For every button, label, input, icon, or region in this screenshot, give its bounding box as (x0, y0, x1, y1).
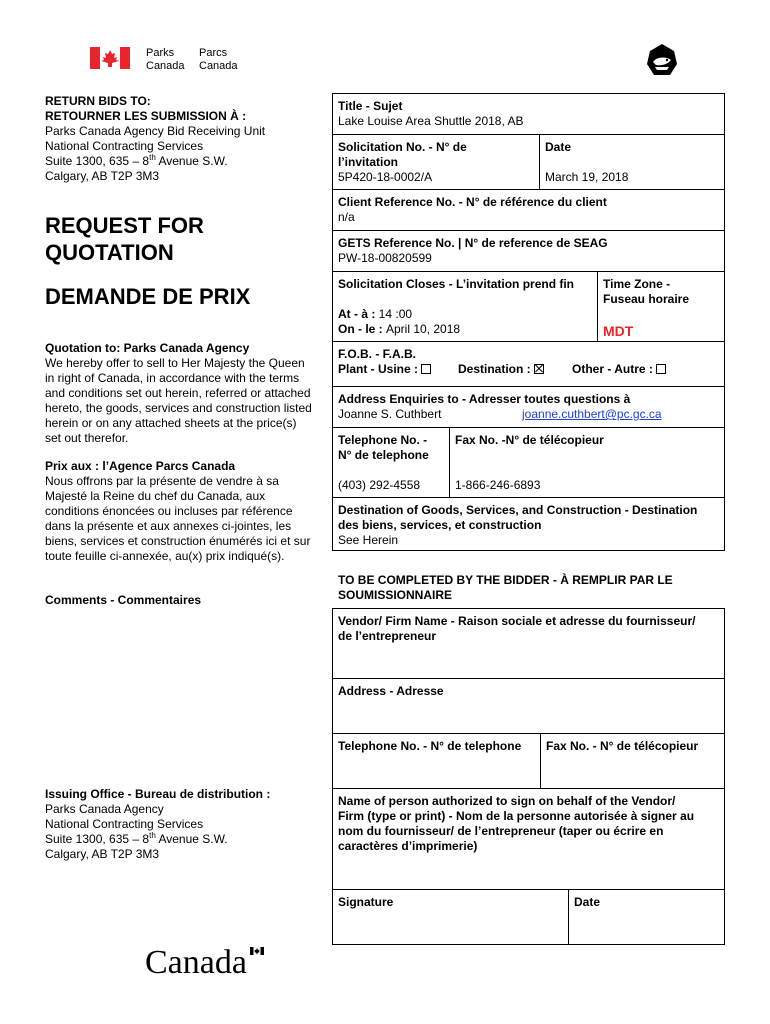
fax-cell (449, 429, 724, 497)
issuing-line: National Contracting Services (45, 817, 204, 831)
fob-plant-option[interactable] (338, 362, 431, 377)
signature-label: Signature (338, 895, 394, 909)
return-address-suite (45, 154, 325, 169)
solicitation-no-value: 5P420-18-0002/A (338, 170, 433, 184)
canada-wordmark-flag-icon (250, 947, 264, 955)
divider (332, 271, 725, 272)
closes-date (338, 322, 590, 337)
quotation-line: in right of Canada, in accordance with the terms (45, 371, 300, 385)
authorized-person-label: Name of person authorized to sign on behalf of the Vendor/ (338, 794, 676, 808)
quotation-block (45, 341, 330, 446)
telephone-label-2: N° de telephone (338, 448, 429, 462)
suite-text: Suite 1300, 635 – 8 (45, 832, 150, 846)
canada-word-fr: Canada (199, 60, 238, 72)
divider (332, 889, 725, 890)
quotation-line: set out therefor. (45, 431, 129, 445)
address-enquiries-label: Address Enquiries to - Adresser toutes questions à (338, 392, 631, 406)
destination-checkbox-checked[interactable] (534, 364, 544, 374)
fob-options (338, 362, 716, 377)
authorized-person-field[interactable] (332, 790, 724, 889)
parcs-word: Parcs (199, 47, 228, 59)
parks-canada-beaver-logo-icon (644, 42, 680, 78)
contact-line (338, 407, 716, 422)
destination-goods-label: Destination of Goods, Services, and Construction - Destination (338, 503, 698, 517)
client-reference-value: n/a (338, 210, 355, 224)
signature-field[interactable] (332, 891, 568, 945)
issuing-office-block (45, 787, 330, 862)
client-reference-label: Client Reference No. - N° de référence du client (338, 195, 607, 209)
solicitation-no-cell (332, 136, 539, 189)
gets-reference-label: GETS Reference No. | N° de reference de SEAG (338, 236, 608, 250)
fax-label: Fax No. -N° de télécopieur (455, 433, 604, 447)
divider (332, 427, 725, 428)
date-value: March 19, 2018 (545, 170, 629, 184)
authorized-person-label: caractères d’imprimerie) (338, 839, 478, 853)
divider (332, 386, 725, 387)
destination-goods-label-2: des biens, services, et construction (338, 518, 542, 532)
parcs-canada-fr-label (199, 47, 238, 73)
prix-aux-line: Nous offrons par la présente de vendre à sa (45, 474, 279, 488)
issuing-line: Parks Canada Agency (45, 802, 164, 816)
issuing-office-title: Issuing Office - Bureau de distribution : (45, 787, 271, 801)
bidder-fax-field[interactable] (540, 735, 724, 788)
gets-reference-cell (332, 232, 722, 270)
divider (332, 189, 725, 190)
return-address-line: Calgary, AB T2P 3M3 (45, 169, 160, 183)
other-checkbox[interactable] (656, 364, 666, 374)
solicitation-no-label: Solicitation No. - N° de (338, 140, 467, 154)
contact-name: Joanne S. Cuthbert (338, 407, 442, 421)
request-for-quotation-heading (45, 212, 204, 266)
title-cell (332, 95, 722, 133)
on-value: April 10, 2018 (386, 322, 461, 336)
divider (332, 134, 725, 135)
fax-value: 1-866-246-6893 (455, 478, 541, 492)
prix-aux-title: Prix aux : l’Agence Parcs Canada (45, 459, 236, 473)
canada-flag-icon (90, 47, 130, 69)
destination-goods-cell (332, 499, 724, 552)
vendor-name-field[interactable] (332, 610, 724, 678)
solicitation-closes-label: Solicitation Closes - L’invitation prend fin (338, 277, 575, 291)
prix-aux-block (45, 459, 330, 564)
at-value: 14 :00 (378, 307, 413, 321)
issuing-line: Calgary, AB T2P 3M3 (45, 847, 160, 861)
title-value: Lake Louise Area Shuttle 2018, AB (338, 114, 524, 128)
parks-word: Parks (146, 47, 175, 59)
prix-aux-line: Majesté la Reine du chef du Canada, aux (45, 489, 266, 503)
prix-aux-line: toute feuille ci-annexée, au(x) prix indiqué(s). (45, 549, 285, 563)
address-label: Address - Adresse (338, 684, 444, 698)
divider (332, 230, 725, 231)
bidder-header-line-2: SOUMISSIONNAIRE (338, 588, 453, 602)
solicitation-no-label-2: l’invitation (338, 155, 398, 169)
heading-line: REQUEST FOR (45, 213, 204, 238)
return-address-line: National Contracting Services (45, 139, 204, 153)
bidder-telephone-field[interactable] (332, 735, 540, 788)
divider (332, 678, 725, 679)
return-bids-title-fr: RETOURNER LES SUBMISSION À : (45, 109, 247, 123)
time-zone-cell (597, 273, 724, 344)
return-bids-title: RETURN BIDS TO: (45, 94, 151, 108)
suite-text-post: Avenue S.W. (155, 154, 228, 168)
authorized-person-label: Firm (type or print) - Nom de la personne autorisée à signer au (338, 809, 695, 823)
return-bids-block (45, 94, 325, 184)
quotation-line: and conditions set out herein, referred or attached (45, 386, 311, 400)
telephone-cell (332, 429, 449, 497)
contact-email-link[interactable]: joanne.cuthbert@pc.gc.ca (522, 407, 662, 421)
client-reference-cell (332, 191, 722, 229)
suite-sup: th (149, 153, 156, 162)
prix-aux-line: conditions énoncées ou incluses par référence (45, 504, 293, 518)
bidder-section-header (338, 573, 673, 603)
prix-aux-line: biens, services et construction énumérés ici et sur (45, 534, 311, 548)
bidder-fax-label: Fax No. - N° de télécopieur (546, 739, 699, 753)
destination-goods-value: See Herein (338, 533, 399, 547)
plant-checkbox[interactable] (421, 364, 431, 374)
quotation-line: herein or on any attached sheets at the price(s) (45, 416, 297, 430)
solicitation-closes-cell (332, 273, 596, 341)
return-address-line: Parks Canada Agency Bid Receiving Unit (45, 124, 266, 138)
canada-word: Canada (146, 60, 185, 72)
telephone-label: Telephone No. - (338, 433, 428, 447)
suite-text: Suite 1300, 635 – 8 (45, 154, 150, 168)
suite-text-post: Avenue S.W. (155, 832, 228, 846)
vendor-name-label-2: de l’entrepreneur (338, 629, 437, 643)
address-enquiries-cell (332, 388, 722, 426)
comments-label: Comments - Commentaires (45, 593, 202, 607)
signature-date-label: Date (574, 895, 601, 909)
divider (332, 497, 725, 498)
date-label: Date (545, 140, 572, 154)
address-field[interactable] (332, 680, 724, 733)
fob-cell (332, 343, 722, 381)
bidder-telephone-label: Telephone No. - N° de telephone (338, 739, 522, 753)
time-zone-value: MDT (603, 323, 634, 339)
fob-label: F.O.B. - F.A.B. (338, 347, 416, 361)
destination-label: Destination : (458, 362, 531, 376)
quotation-title: Quotation to: Parks Canada Agency (45, 341, 250, 355)
quotation-line: We hereby offer to sell to Her Majesty the Queen (45, 356, 305, 370)
heading-line: QUOTATION (45, 240, 174, 265)
other-label: Other - Autre : (572, 362, 653, 376)
closes-time (338, 307, 590, 322)
authorized-person-label: nom du fournisseur/ de l’entrepreneur (taper ou écrire en (338, 824, 664, 838)
at-label: At - à : (338, 307, 379, 321)
telephone-value: (403) 292-4558 (338, 478, 421, 492)
gets-reference-value: PW-18-00820599 (338, 251, 432, 265)
divider (332, 788, 725, 789)
issuing-suite (45, 832, 330, 847)
plant-label: Plant - Usine : (338, 362, 419, 376)
time-zone-label: Time Zone - (603, 277, 671, 291)
parks-canada-en-label (146, 47, 185, 73)
on-label: On - le : (338, 322, 386, 336)
fob-destination-option[interactable] (458, 362, 544, 377)
fob-other-option[interactable] (572, 362, 666, 377)
suite-sup: th (149, 831, 156, 840)
demande-de-prix-heading: DEMANDE DE PRIX (45, 284, 251, 309)
canada-wordmark: Canada (145, 944, 247, 981)
vendor-name-label: Vendor/ Firm Name - Raison sociale et adresse du fournisseur/ (338, 614, 696, 628)
quotation-line: hereto, the goods, services and construction listed (45, 401, 312, 415)
time-zone-label-2: Fuseau horaire (603, 292, 690, 306)
title-label: Title - Sujet (338, 99, 403, 113)
date-cell (539, 136, 724, 189)
signature-date-field[interactable] (568, 891, 724, 945)
bidder-header-line: TO BE COMPLETED BY THE BIDDER - À REMPLIR PAR LE (338, 573, 673, 587)
divider (332, 733, 725, 734)
prix-aux-line: dans la présente et aux annexes ci-jointes, les (45, 519, 292, 533)
